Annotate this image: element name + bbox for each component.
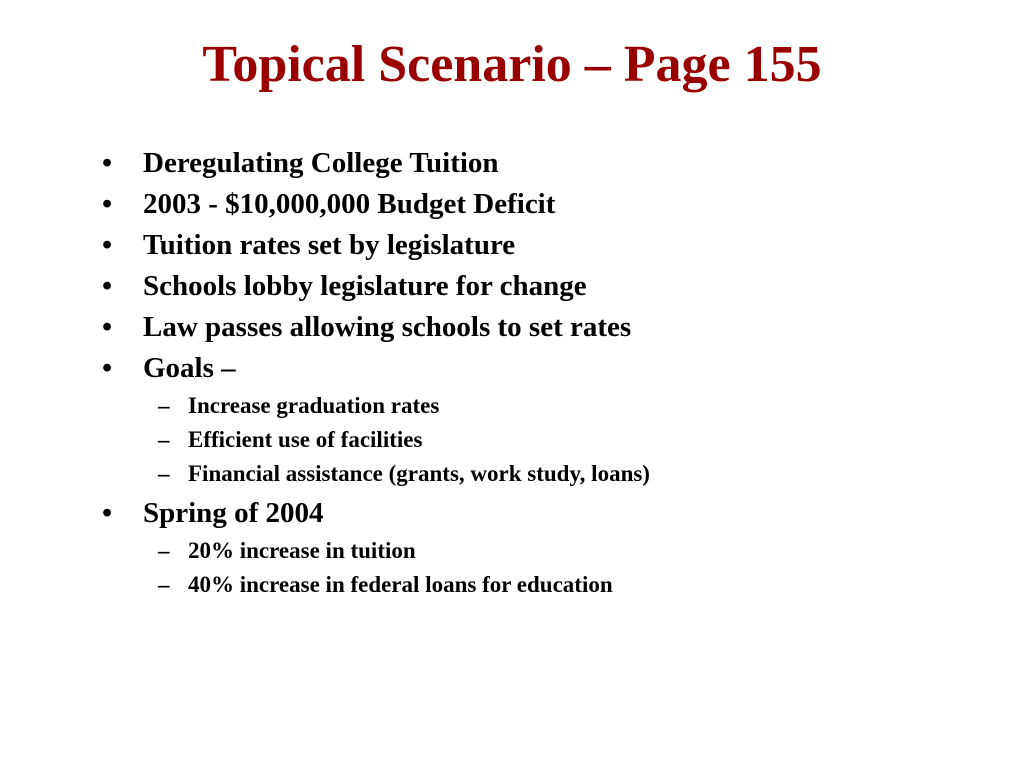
bullet-text: Goals –	[143, 352, 236, 384]
sub-bullet-item	[0, 423, 1024, 457]
slide-title: Topical Scenario – Page 155	[202, 36, 822, 93]
bullet-item	[0, 184, 1024, 225]
sub-bullet-marker: –	[158, 538, 170, 563]
sub-bullet-marker: –	[158, 393, 170, 418]
sub-bullet-marker: –	[158, 427, 170, 452]
bullet-marker: •	[102, 270, 113, 302]
bullet-marker: •	[102, 188, 113, 220]
bullet-item	[0, 266, 1024, 307]
bullet-item-goals	[0, 348, 1024, 389]
sub-bullet-item	[0, 568, 1024, 602]
sub-bullet-marker: –	[158, 461, 170, 486]
bullet-item	[0, 307, 1024, 348]
bullet-text: Spring of 2004	[143, 497, 324, 529]
sub-bullet-text: Financial assistance (grants, work study, loans)	[188, 461, 650, 486]
bullet-marker: •	[102, 147, 113, 179]
bullet-marker: •	[102, 352, 113, 384]
bullet-text: 2003 - $10,000,000 Budget Deficit	[143, 188, 556, 220]
sub-bullet-item	[0, 534, 1024, 568]
bullet-text: Deregulating College Tuition	[143, 147, 499, 179]
sub-bullet-item	[0, 457, 1024, 491]
bullet-text: Law passes allowing schools to set rates	[143, 311, 632, 343]
bullet-item	[0, 143, 1024, 184]
bullet-marker: •	[102, 311, 113, 343]
sub-bullet-text: Efficient use of facilities	[188, 427, 423, 452]
sub-bullet-text: Increase graduation rates	[188, 393, 440, 418]
bullet-list	[0, 143, 1024, 602]
sub-bullet-text: 20% increase in tuition	[188, 538, 416, 563]
bullet-marker: •	[102, 497, 113, 529]
bullet-text: Schools lobby legislature for change	[143, 270, 587, 302]
sub-bullet-item	[0, 389, 1024, 423]
bullet-text: Tuition rates set by legislature	[143, 229, 516, 261]
bullet-item	[0, 225, 1024, 266]
sub-bullet-text: 40% increase in federal loans for education	[188, 572, 613, 597]
bullet-item-spring	[0, 493, 1024, 534]
bullet-marker: •	[102, 229, 113, 261]
sub-bullet-marker: –	[158, 572, 170, 597]
